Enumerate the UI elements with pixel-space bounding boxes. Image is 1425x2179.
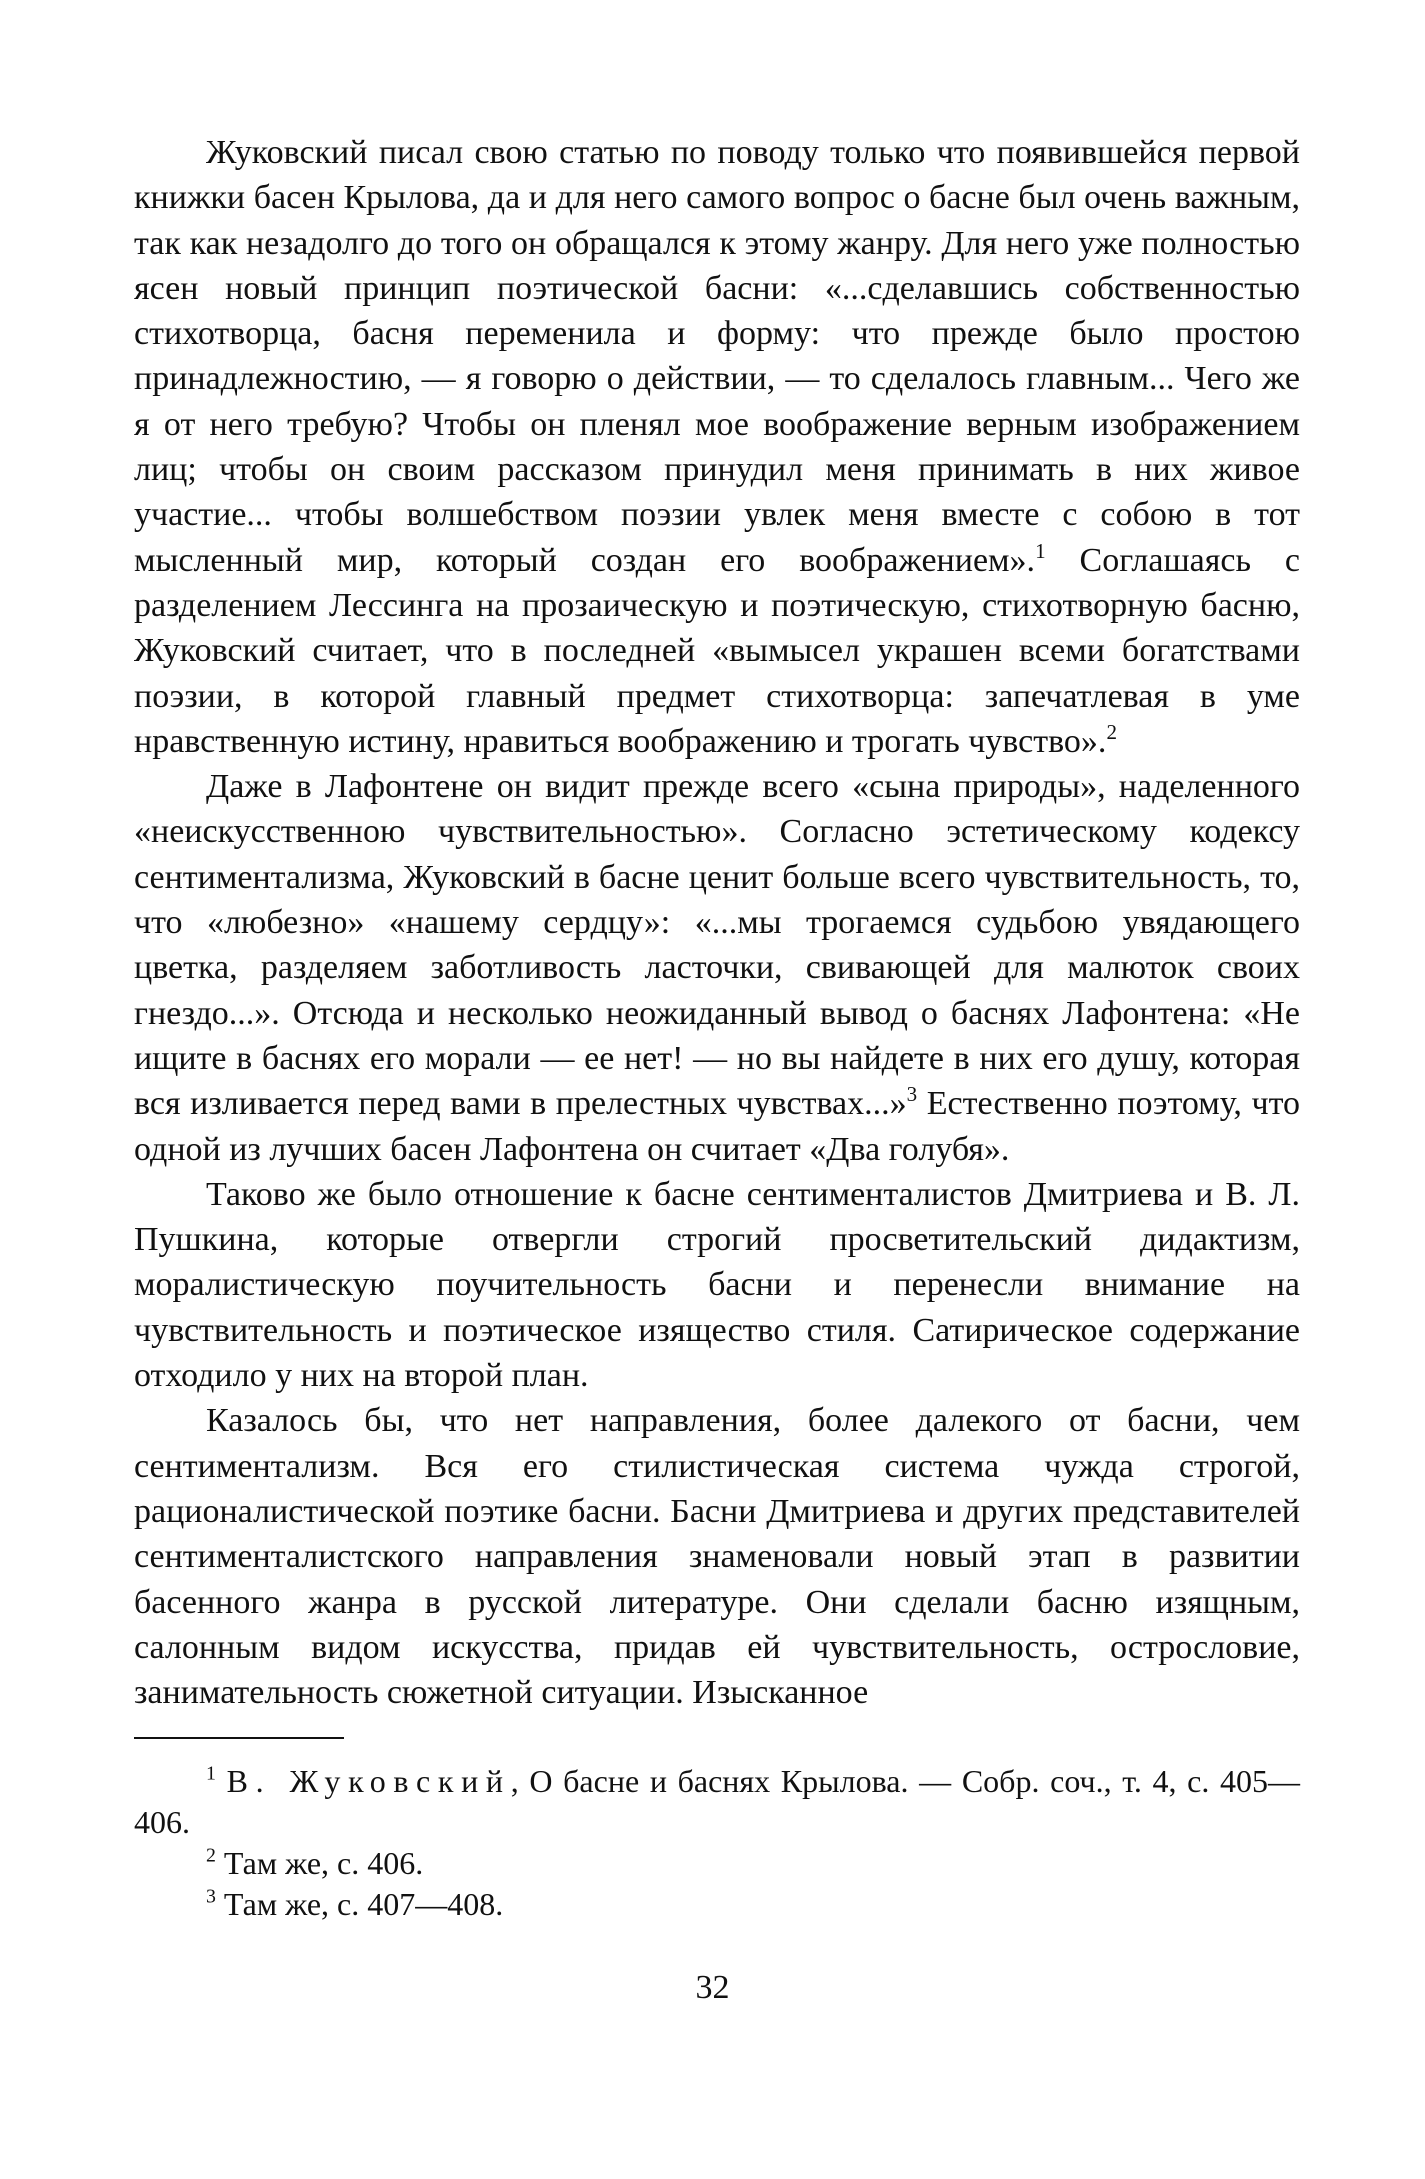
footnote-ref-2[interactable]: 2 <box>1106 719 1117 744</box>
paragraph-zhukovsky-article <box>134 130 1300 764</box>
footnotes <box>134 1761 1300 1925</box>
footnote-1 <box>134 1761 1300 1843</box>
paragraph-sentimentalists <box>134 1172 1300 1398</box>
paragraph-text: Даже в Лафонтене он видит прежде всего «сына природы», наделенного «неискусственною чувствительностью». Согласно эстетическому кодексу сентиментализма, Жуковский в басне ценит больше всего чувствительность, то, что «любезно» «нашему сердцу»: «...мы трогаемся судьбою увядающего цветка, разделяем заботливость ласточки, свивающей для малюток своих гнездо...». Отсюда и несколько неожиданный вывод о баснях Лафонтена: «Не ищите в баснях его морали — ее нет! — но вы найдете в них его душу, которая вся изливается перед вами в прелестных чувствах...» <box>134 768 1300 1123</box>
footnote-text: , О басне и баснях Крылова. — Собр. соч., т. 4, с. 405—406. <box>134 1763 1301 1841</box>
paragraph-text: Казалось бы, что нет направления, более далекого от басни, чем сентиментализм. Вся его стилистическая система чужда строгой, рационалистической поэтике басни. Басни Дмитриева и других представителей сентименталистского направления знаменовали новый этап в развитии басенного жанра в русской литературе. Они сделали басню изящным, салонным видом искусства, придав ей чувствительность, острословие, занимательность сюжетной ситуации. Изысканное <box>134 1402 1300 1712</box>
paragraph-text: Жуковский писал свою статью по поводу только что появившейся первой книжки басен Крылова, да и для него самого вопрос о басне был очень важным, так как незадолго до того он обращался к этому жанру. Для него уже полностью ясен новый принцип поэтической басни: «...сделавшись собственностью стихотворца, басня переменила и форму: что прежде было простою принадлежностию, — я говорю о действии, — то сделалось главным... Чего же я от него требую? Чтобы он пленял мое воображение верным изображением лиц; чтобы он своим рассказом принудил меня принимать в них живое участие... чтобы волшебством поэзии увлек меня вместе с собою в тот мысленный мир, который создан его воображением». <box>134 134 1300 579</box>
footnote-text: Там же, с. 406. <box>223 1845 424 1882</box>
paragraph-text: Соглашаясь с разделением Лессинга на прозаическую и поэтическую, стихотворную басню, Жуковский считает, что в последней «вымысел украшен всеми богатствами поэзии, в которой главный предмет стихотворца: запечатлевая в уме нравственную истину, нравиться воображению и трогать чувство». <box>134 541 1300 760</box>
footnote-mark: 3 <box>206 1886 216 1909</box>
paragraph-text: Таково же было отношение к басне сентименталистов Дмитриева и В. Л. Пушкина, которые отвергли строгий просветительский дидактизм, моралистическую поучительность басни и перенесли внимание на чувствительность и поэтическое изящество стиля. Сатирическое содержание отходило у них на второй план. <box>134 1175 1300 1395</box>
footnote-author: В. Жуковский <box>226 1763 511 1800</box>
page-number: 32 <box>695 1969 730 2006</box>
paragraph-text: Естественно поэтому, что одной из лучших басен Лафонтена он считает «Два голубя». <box>134 1085 1300 1168</box>
footnote-3 <box>134 1884 1300 1925</box>
footnote-ref-1[interactable]: 1 <box>1035 538 1046 563</box>
page-body <box>134 130 1300 1925</box>
footnote-divider <box>134 1737 344 1739</box>
paragraph-lafontaine <box>134 764 1300 1172</box>
footnote-mark: 1 <box>206 1763 216 1786</box>
paragraph-sentimentalism <box>134 1398 1300 1715</box>
footnote-mark: 2 <box>206 1845 216 1868</box>
footnote-ref-3[interactable]: 3 <box>906 1082 918 1107</box>
footnote-2 <box>134 1843 1300 1884</box>
footnote-text: Там же, с. 407—408. <box>223 1886 504 1923</box>
